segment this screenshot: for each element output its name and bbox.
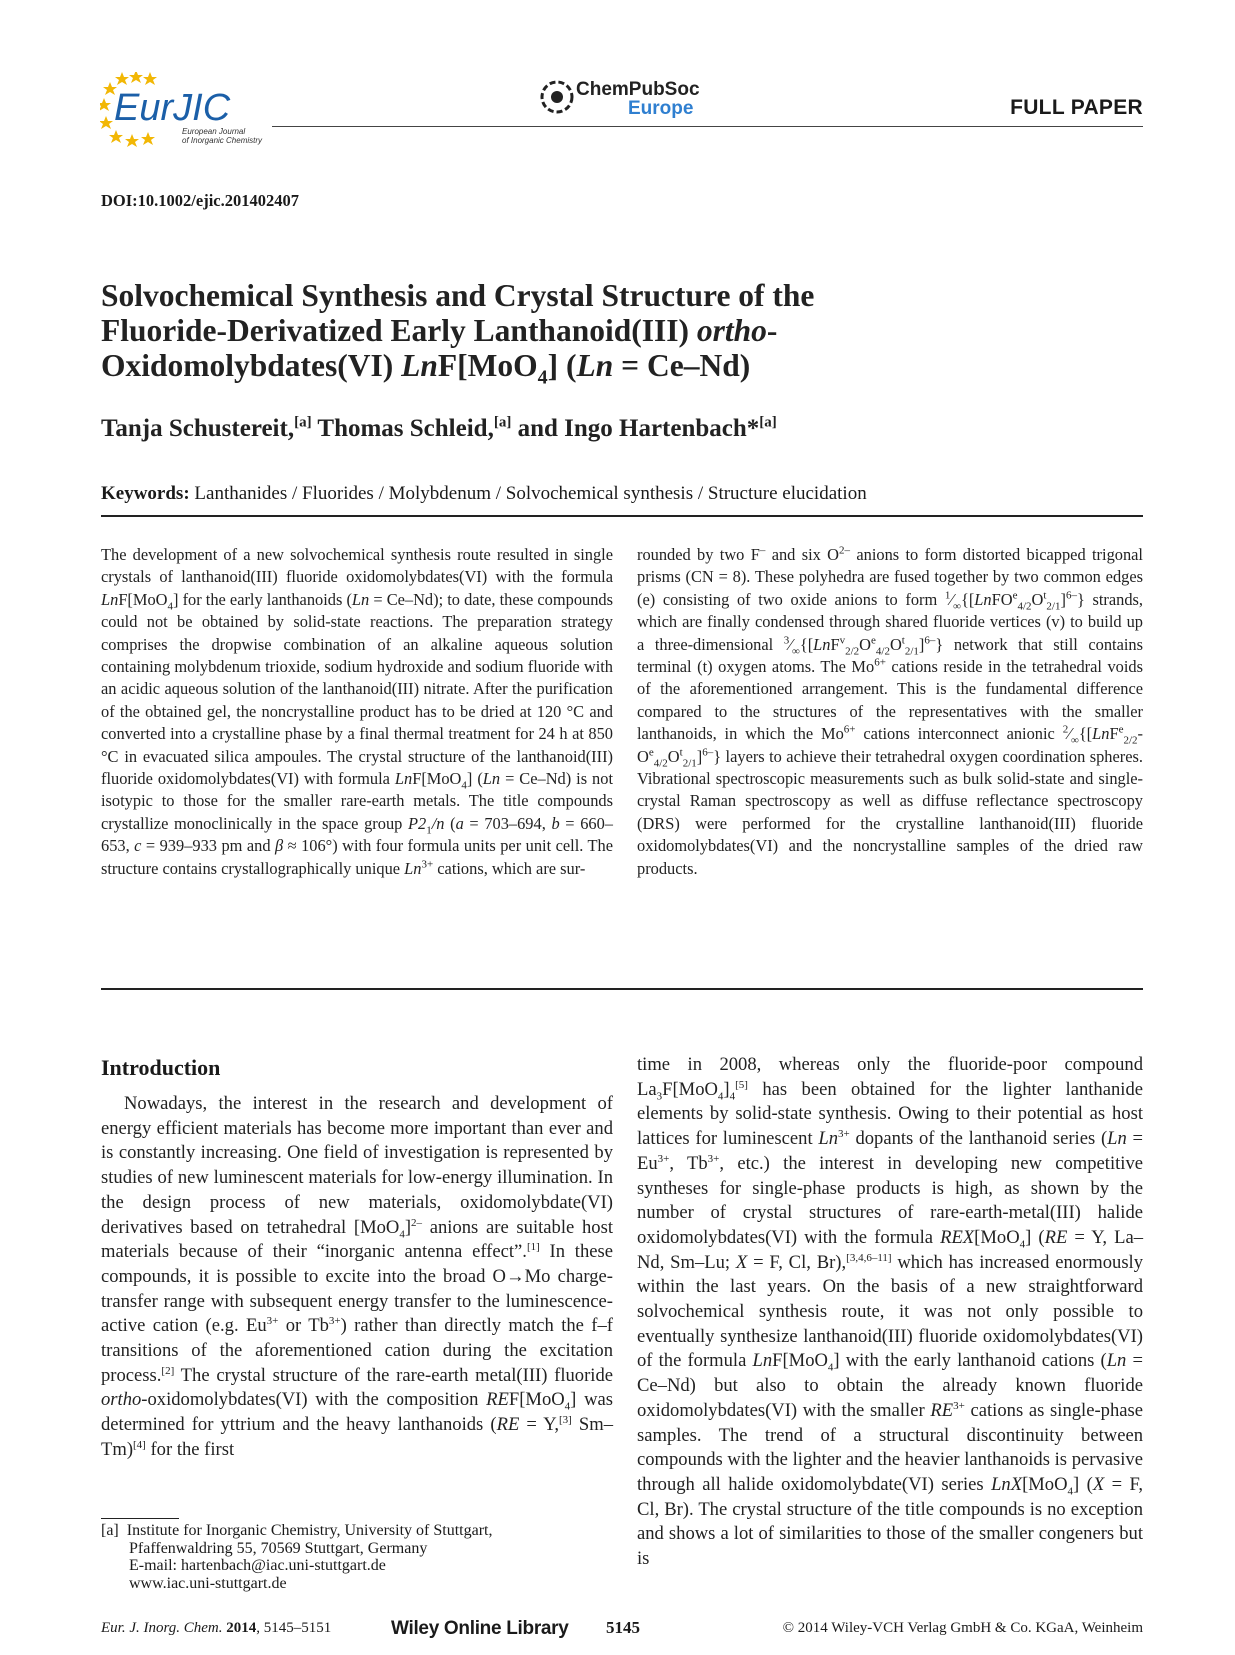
keywords-divider — [101, 515, 1143, 517]
eurjic-logo — [100, 72, 280, 148]
article-type-label: FULL PAPER — [1010, 96, 1143, 119]
header-divider — [272, 126, 1143, 127]
wiley-online-library-logo: Wiley Online Library — [391, 1618, 569, 1639]
svg-text:European Journal: European Journal — [182, 127, 246, 136]
author: and Ingo Hartenbach* — [511, 415, 760, 442]
svg-text:EurJIC: EurJIC — [114, 87, 231, 129]
page-number: 5145 — [606, 1618, 640, 1637]
page-footer — [101, 1618, 1143, 1642]
abstract-divider — [101, 988, 1143, 990]
chempubsoc-emblem-icon — [542, 82, 572, 112]
email-link[interactable]: E-mail: hartenbach@iac.uni-stuttgart.de — [129, 1557, 386, 1575]
intro-right-column: time in 2008, whereas only the fluoride-poor compound $La_3F[MoO_4]_4[5]$ has been obtained for the lighter lanthanide elements by solid-state synthesis. Owing to their potential as host lattices for luminescent $Ln^{3+}$ dopants of the lanthanoid series ($Ln = Eu^{3+}$, $Tb^{3+}$, etc.) the interest in developing new competitive syntheses for single-phase products is high, as shown by the number of crystal structures of rare-earth-metal(III) halide oxidomolybdates(VI) with the formula REX[MoO$_4$] (RE = Y, La–Nd, Sm–Lu; X = F, Cl, Br),[3,4,6–11] which has increased enormously within the last years. On the basis of a new straightforward solvochemical synthesis route, it was not only possible to eventually synthesize lanthanoid(III) fluoride oxidomolybdates(VI) of the formula LnF[MoO$_4$] with the early lanthanoid cations (Ln = Ce–Nd) but also to obtain the already known fluoride oxidomolybdates(VI) with the smaller $RE^{3+}$ cations as single-phase samples. The trend of a structural discontinuity between compounds with the lighter and the heavier lanthanoids is pervasive through all halide oxidomolybdate(VI) series LnX[MoO$_4$] (X = F, Cl, Br). The crystal structure of the title compounds is no exception and shows a lot of similarities to those of the smaller congeners but is — [637, 1054, 1144, 1570]
author: Thomas Schleid, — [311, 415, 494, 442]
affiliation-footnote: [a] Institute for Inorganic Chemistry, University of Stuttgart, Pfaffenwaldring 55, 70569 Stuttgart, Germany E-mail: hartenbach@iac.uni-stuttgart.de www.iac.uni-stuttgart.de — [101, 1522, 621, 1592]
svg-text:of Inorganic Chemistry: of Inorganic Chemistry — [182, 136, 263, 145]
abstract-right-column: rounded by two F– and six $O^{2-}$ anions to form distorted bicapped trigonal prisms (CN = 8). These polyhedra are fused together by two common edges (e) consisting of two oxide anions to form $^1⁄_\infty\{[LnFO^e_{4/2}O^t_{2/1}]^{6-}\}$ strands, which are finally condensed through shared fluoride vertices (v) to build up a three-dimensional $^3⁄_\infty\{[LnF^v_{2/2}O^e_{4/2}O^t_{2/1}]^{6-}\}$ network that still contains terminal (t) oxygen atoms. The $Mo^{6+}$ cations reside in the tetrahedral voids of the aforementioned arrangement. This is the fundamental difference compared to the structures of the representatives with the smaller lanthanoids, in which the $Mo^{6+}$ cations interconnect anionic $^2⁄_\infty\{[LnF^e_{2/2}-O^e_{4/2}O^t_{2/1}]^{6-}\}$ layers to achieve their tetrahedral oxygen coordination spheres. Vibrational spectroscopic measurements such as bulk solid-state and single-crystal Raman spectroscopy as well as diffuse reflectance spectroscopy (DRS) were performed for the crystalline lanthanoid(III) fluoride oxidomolybdates(VI) and the noncrystalline samples of the dried raw products. — [637, 544, 1143, 878]
svg-text:Europe: Europe — [628, 98, 694, 118]
svg-text:ChemPubSoc: ChemPubSoc — [576, 79, 700, 100]
intro-left-column: Nowadays, the interest in the research and development of energy efficient materials has become more important than ever and is constantly increasing. One field of investigation is represented by studies of new luminescent materials for low-energy illumination. In the design process of new materials, oxidomolybdate(VI) derivatives based on tetrahedral $[MoO_4]^{2-}$ anions are suitable host materials because of their “inorganic antenna effect”.[1] In these compounds, it is possible to excite into the broad O→Mo charge-transfer range with subsequent energy transfer to the luminescence-active cation (e.g. $Eu^{3+}$ or $Tb^{3+}$) rather than directly match the f–f transitions of the aforementioned cation during the excitation process.[2] The crystal structure of the rare-earth metal(III) fluoride ortho-oxidomolybdates(VI) with the composition REF[MoO$_4$] was determined for yttrium and the heavy lanthanoids (RE = Y,[3] Sm–Tm)[4] for the first — [101, 1093, 614, 1460]
keywords: Keywords: Lanthanides / Fluorides / Molybdenum / Solvochemical synthesis / Structure elucidation — [101, 483, 867, 504]
footnote-divider — [101, 1518, 179, 1519]
star-ring-icon — [100, 72, 280, 148]
copyright: © 2014 Wiley-VCH Verlag GmbH & Co. KGaA, Weinheim — [782, 1620, 1143, 1636]
author-list: Tanja Schustereit,[a] Thomas Schleid,[a] and Ingo Hartenbach*[a] — [101, 414, 777, 442]
article-title: Solvochemical Synthesis and Crystal Structure of the Fluoride-Derivatized Early Lanthanoid(III) ortho- Oxidomolybdates(VI) LnF[MoO$_4$] (Ln = Ce–Nd) — [101, 278, 815, 389]
author: Tanja Schustereit, — [101, 415, 295, 442]
chempubsoc-logo — [540, 76, 720, 118]
doi[interactable]: DOI:10.1002/ejic.201402407 — [101, 191, 299, 210]
section-heading: Introduction — [101, 1055, 221, 1080]
journal-citation: Eur. J. Inorg. Chem. 2014, 5145–5151 — [101, 1620, 332, 1636]
abstract-left-column: The development of a new solvochemical synthesis route resulted in single crystals of lanthanoid(III) fluoride oxidomolybdates(VI) with the formula LnF[MoO$_4$] for the early lanthanoids (Ln = Ce–Nd); to date, these compounds could not be obtained by solid-state reactions. The preparation strategy comprises the dropwise combination of an alkaline aqueous solution containing molybdenum trioxide, sodium hydroxide and sodium fluoride with an acidic aqueous solution of the lanthanoid(III) nitrate. After the purification of the obtained gel, the noncrystalline product has to be dried at 120 °C and converted into a crystalline phase by a final thermal treatment for 24 h at 850 °C in evacuated silica ampoules. The crystal structure of the lanthanoid(III) fluoride oxidomolybdates(VI) with formula LnF[MoO$_4$] (Ln = Ce–Nd) is not isotypic to those for the smaller rare-earth metals. The title compounds crystallize monoclinically in the space group $P2_1/n$ (a = 703–694, b = 660–653, c = 939–933 pm and β ≈ 106°) with four formula units per unit cell. The structure contains crystallographically unique $Ln^{3+}$ cations, which are sur- — [101, 545, 614, 878]
website-link[interactable]: www.iac.uni-stuttgart.de — [129, 1574, 287, 1592]
